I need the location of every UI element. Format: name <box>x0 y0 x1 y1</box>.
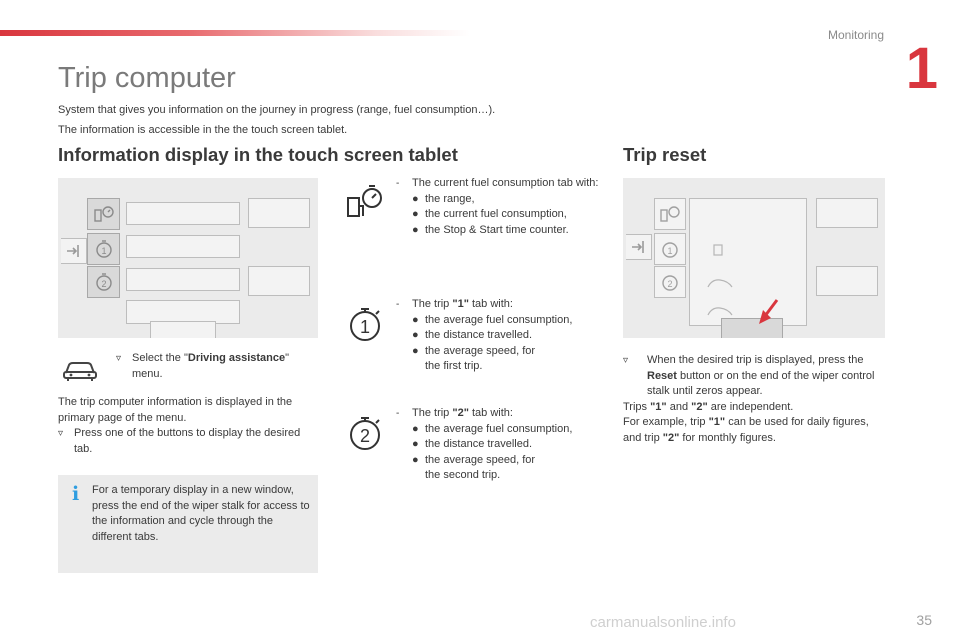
section-label: Monitoring <box>827 28 884 42</box>
trip-1-icon <box>660 239 680 259</box>
page-number: 35 <box>916 612 932 628</box>
step-arrow-icon: ▿ <box>58 428 64 439</box>
trip-values-panel <box>689 198 807 326</box>
page-title: Trip computer <box>58 62 236 94</box>
fuel-stopwatch-icon <box>659 204 681 224</box>
trip-2-icon <box>660 272 680 292</box>
trip-1-icon <box>94 239 114 259</box>
side-box-2 <box>816 266 878 296</box>
touchscreen-illustration <box>58 178 318 338</box>
step-arrow-icon: ▿ <box>623 355 629 366</box>
car-icon <box>62 358 98 382</box>
side-arrow-button <box>626 234 652 260</box>
trip-reset-text: ▿ When the desired trip is displayed, press the Reset button or on the end of the wiper control stalk until zeros appear. Trips "1" and "2" are independent. For example, trip "1" can be used for daily figures, and trip "2" for monthly figures. <box>623 354 875 444</box>
tab-current-button <box>87 198 120 230</box>
tab-trip-2-button <box>654 266 686 298</box>
side-arrow-button <box>61 238 87 264</box>
car-speed-icon <box>706 305 734 317</box>
tab-current-button <box>654 198 686 230</box>
tab-trip-2-button <box>87 266 120 298</box>
intro-line-1: System that gives you information on the journey in progress (range, fuel consumption…). <box>58 104 496 116</box>
trip-2-description: - The trip "2" tab with: ● the average fuel consumption, ● the distance travelled. ● the average speed, for the second trip. <box>396 407 573 481</box>
heading-trip-reset: Trip reset <box>623 144 707 165</box>
enter-arrow-icon <box>66 243 82 259</box>
current-tab-description: - The current fuel consumption tab with: ● the range, ● the current fuel consumption, ● the Stop & Start time counter. <box>396 177 599 236</box>
stopwatch-trip-2-icon <box>348 414 382 452</box>
fuel-pump-icon <box>712 243 726 257</box>
svg-text:2: 2 <box>667 279 673 289</box>
info-text: For a temporary display in a new window, press the end of the wiper stalk for access to the information and cycle through the different tabs. <box>92 484 310 543</box>
watermark: carmanualsonline.info <box>590 614 736 631</box>
side-box-1 <box>816 198 878 228</box>
car-distance-icon <box>706 277 734 289</box>
header-accent-bar <box>0 30 470 36</box>
svg-text:1: 1 <box>667 246 673 256</box>
screen-row-2 <box>126 235 240 258</box>
pointer-arrow-icon <box>755 298 781 328</box>
trip-2-icon <box>94 272 114 292</box>
stopwatch-trip-1-icon <box>348 305 382 343</box>
fuel-stopwatch-icon <box>93 204 115 224</box>
step-arrow-icon: ▿ <box>116 353 122 364</box>
screen-row-3 <box>126 268 240 291</box>
trip-1-description: - The trip "1" tab with: ● the average fuel consumption, ● the distance travelled. ● the average speed, for the first trip. <box>396 298 573 372</box>
bottom-tab <box>150 321 216 338</box>
svg-text:1: 1 <box>359 317 371 337</box>
enter-arrow-icon <box>631 239 647 255</box>
svg-text:2: 2 <box>100 279 107 289</box>
chapter-number: 1 <box>905 36 938 101</box>
svg-text:2: 2 <box>359 426 371 446</box>
select-menu-instruction: ▿ Select the "Driving assistance" menu. <box>116 351 316 382</box>
intro-line-2: The information is accessible in the the touch screen tablet. <box>58 124 348 136</box>
trip-reset-illustration <box>623 178 885 338</box>
screen-row-1 <box>126 202 240 225</box>
info-icon: i <box>72 483 80 505</box>
side-box-1 <box>248 198 310 228</box>
side-box-2 <box>248 266 310 296</box>
tab-trip-1-button <box>87 233 120 265</box>
tab-trip-1-button <box>654 233 686 265</box>
trip-computer-info-text: The trip computer information is displayed in the primary page of the menu. ▿ Press one of the buttons to display the desired tab. <box>58 395 310 457</box>
heading-information-display: Information display in the touch screen tablet <box>58 144 458 165</box>
fuel-stopwatch-icon <box>345 182 385 220</box>
svg-text:1: 1 <box>100 246 107 256</box>
